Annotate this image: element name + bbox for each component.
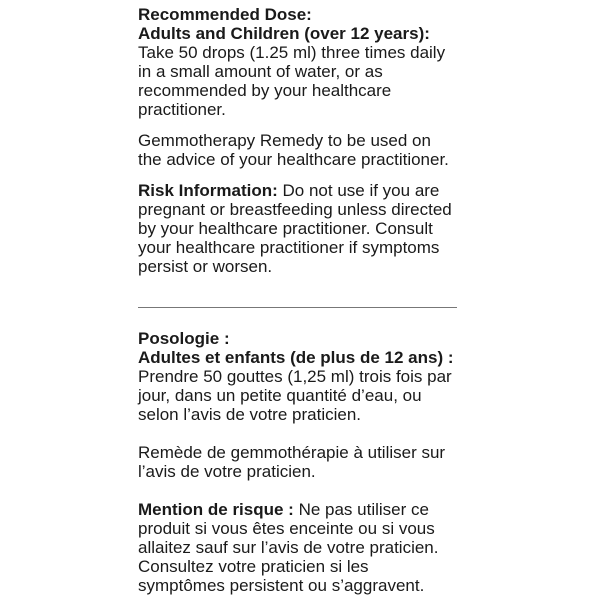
dose-line: in a small amount of water, or as: [138, 62, 383, 81]
risk-paragraph: [138, 181, 478, 276]
risque-paragraph: [138, 500, 478, 595]
remedy-line: Gemmotherapy Remedy to be used on: [138, 131, 431, 150]
remede-line: Remède de gemmothérapie à utiliser sur: [138, 443, 446, 462]
posologie-heading: Posologie :: [138, 329, 230, 348]
posologie-subheading: Adultes et enfants (de plus de 12 ans) :: [138, 348, 454, 367]
dose-subheading: Adults and Children (over 12 years):: [138, 24, 430, 43]
posologie-line: jour, dans un petite quantité d’eau, ou: [138, 386, 422, 405]
risk-label: Risk Information:: [138, 181, 278, 200]
posologie-paragraph: [138, 329, 478, 424]
dose-line: recommended by your healthcare: [138, 81, 392, 100]
dose-line: Take 50 drops (1.25 ml) three times daily: [138, 43, 446, 62]
risk-line: by your healthcare practitioner. Consult: [138, 219, 433, 238]
risque-line: symptômes persistent ou s’aggravent.: [138, 576, 425, 595]
risk-line: persist or worsen.: [138, 257, 273, 276]
risque-label: Mention de risque :: [138, 500, 294, 519]
section-divider: [138, 307, 457, 308]
dose-heading: Recommended Dose:: [138, 5, 312, 24]
dose-line: practitioner.: [138, 100, 226, 119]
remedy-paragraph: [138, 131, 478, 169]
risque-line: Consultez votre praticien si les: [138, 557, 369, 576]
english-section: [138, 5, 478, 276]
remedy-line: the advice of your healthcare practitioner.: [138, 150, 449, 169]
risque-line: produit si vous êtes enceinte ou si vous: [138, 519, 435, 538]
french-section: [138, 329, 478, 595]
dose-paragraph: [138, 5, 478, 119]
risk-text: Do not use if you are: [277, 181, 440, 200]
risque-line: allaitez sauf sur l’avis de votre praticien.: [138, 538, 439, 557]
posologie-line: Prendre 50 gouttes (1,25 ml) trois fois par: [138, 367, 452, 386]
posologie-line: selon l’avis de votre praticien.: [138, 405, 362, 424]
risk-line: your healthcare practitioner if symptoms: [138, 238, 440, 257]
risk-line: pregnant or breastfeeding unless directed: [138, 200, 452, 219]
remede-line: l’avis de votre praticien.: [138, 462, 316, 481]
remede-paragraph: [138, 443, 478, 481]
risque-text: Ne pas utiliser ce: [293, 500, 429, 519]
